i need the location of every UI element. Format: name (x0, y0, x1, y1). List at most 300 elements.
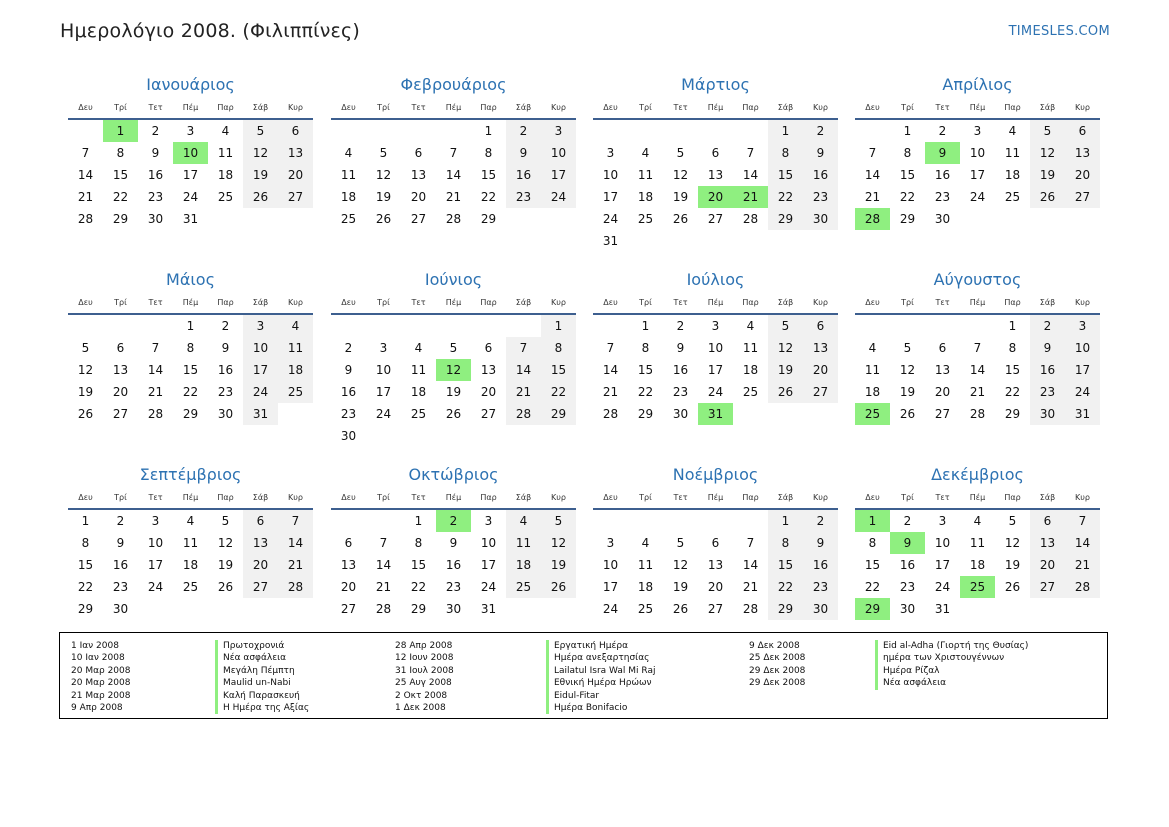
weekend-day-cell: 28 (1065, 576, 1100, 598)
day-cell: 7 (746, 536, 755, 550)
day-cell: 13 (480, 363, 497, 377)
day-cell: 17 (182, 168, 199, 182)
month-title: Ιούνιος (424, 270, 483, 289)
day-cell: 22 (77, 580, 94, 594)
weekday-header: Σάβ (506, 291, 541, 314)
day-cell: 24 (147, 580, 164, 594)
weekday-header: Σάβ (1030, 486, 1065, 509)
legend-date: 20 Μαρ 2008 (71, 678, 131, 689)
day-cell: 3 (973, 124, 982, 138)
day-cell: 2 (344, 341, 353, 355)
weekend-day-cell: 27 (803, 381, 838, 403)
month-calendar (855, 464, 1100, 620)
weekend-day-cell: 2 (1030, 314, 1065, 337)
weekday-header: Πέμ (698, 486, 733, 509)
weekend-day-cell: 6 (803, 314, 838, 337)
legend-date: 9 Απρ 2008 (71, 702, 123, 713)
day-cell: 7 (449, 146, 458, 160)
weekend-day-cell: 16 (803, 554, 838, 576)
empty-cell (663, 230, 698, 252)
empty-cell (733, 403, 768, 425)
weekday-header: Πέμ (960, 96, 995, 119)
day-cell: 23 (672, 385, 689, 399)
day-cell: 10 (480, 536, 497, 550)
holiday-day-cell: 20 (698, 186, 733, 208)
weekday-header: Σάβ (768, 291, 803, 314)
day-cell: 11 (742, 341, 759, 355)
weekday-header: Τρί (366, 486, 401, 509)
weekend-day-cell: 20 (803, 359, 838, 381)
legend-dates-column (395, 640, 454, 714)
empty-cell (593, 509, 628, 532)
day-cell: 9 (151, 146, 160, 160)
weekday-header: Δευ (68, 291, 103, 314)
day-cell: 15 (899, 168, 916, 182)
weekday-header: Πέμ (436, 96, 471, 119)
holiday-day-cell: 25 (855, 403, 890, 425)
day-cell: 18 (742, 363, 759, 377)
day-cell: 30 (147, 212, 164, 226)
day-cell: 19 (672, 580, 689, 594)
month-title: Ιανουάριος (146, 75, 235, 94)
empty-cell (506, 425, 541, 447)
empty-cell (541, 208, 576, 230)
day-cell: 17 (707, 363, 724, 377)
weekend-day-cell: 22 (768, 576, 803, 598)
empty-cell (890, 314, 925, 337)
weekend-day-cell: 29 (541, 403, 576, 425)
day-cell: 27 (934, 407, 951, 421)
day-cell: 6 (414, 146, 423, 160)
day-cell: 28 (742, 212, 759, 226)
day-cell: 15 (410, 558, 427, 572)
legend-holiday-name: Ημέρα Ρίζαλ (875, 665, 1028, 677)
day-cell: 18 (340, 190, 357, 204)
weekday-header: Παρ (471, 291, 506, 314)
day-cell: 21 (602, 385, 619, 399)
empty-cell (278, 403, 313, 425)
day-cell: 5 (1008, 514, 1017, 528)
weekend-day-cell: 27 (1065, 186, 1100, 208)
day-cell: 31 (480, 602, 497, 616)
day-cell: 19 (217, 558, 234, 572)
weekday-header: Δευ (331, 486, 366, 509)
legend-dates-column (749, 640, 805, 690)
day-cell: 9 (116, 536, 125, 550)
day-cell: 23 (934, 190, 951, 204)
weekend-day-cell: 19 (541, 554, 576, 576)
weekend-day-cell: 26 (1030, 186, 1065, 208)
day-cell: 25 (340, 212, 357, 226)
legend-date: 25 Αυγ 2008 (395, 678, 452, 689)
weekday-header: Πέμ (960, 486, 995, 509)
weekday-header: Παρ (995, 96, 1030, 119)
legend-date: 9 Δεκ 2008 (749, 641, 800, 651)
empty-cell (138, 598, 173, 620)
weekday-header: Σάβ (243, 486, 278, 509)
weekday-header: Δευ (855, 291, 890, 314)
legend-date: 20 Μαρ 2008 (71, 665, 131, 676)
day-cell: 26 (77, 407, 94, 421)
day-cell: 2 (903, 514, 912, 528)
empty-cell (541, 425, 576, 447)
day-cell: 8 (414, 536, 423, 550)
day-cell: 10 (707, 341, 724, 355)
day-cell: 4 (746, 319, 755, 333)
weekend-day-cell: 6 (1065, 119, 1100, 142)
weekday-header: Τρί (103, 291, 138, 314)
day-cell: 24 (969, 190, 986, 204)
legend-holiday-name: Eidul-Fitar (546, 690, 655, 702)
weekday-header: Δευ (68, 96, 103, 119)
day-cell: 10 (602, 558, 619, 572)
day-cell: 15 (480, 168, 497, 182)
empty-cell (68, 119, 103, 142)
weekend-day-cell: 29 (768, 598, 803, 620)
day-cell: 5 (81, 341, 90, 355)
day-cell: 13 (707, 558, 724, 572)
month-table (855, 486, 1100, 620)
page-title: Ημερολόγιο 2008. (Φιλιππίνες) (60, 20, 360, 42)
weekday-header: Παρ (208, 96, 243, 119)
empty-cell (663, 509, 698, 532)
month-table (331, 96, 576, 230)
holiday-day-cell: 29 (855, 598, 890, 620)
day-cell: 22 (864, 580, 881, 594)
day-cell: 22 (112, 190, 129, 204)
month-calendar (593, 74, 838, 252)
weekend-day-cell: 20 (243, 554, 278, 576)
day-cell: 23 (899, 580, 916, 594)
day-cell: 4 (641, 536, 650, 550)
weekend-day-cell: 6 (1030, 509, 1065, 532)
day-cell: 18 (969, 558, 986, 572)
weekday-header: Τρί (628, 291, 663, 314)
day-cell: 30 (445, 602, 462, 616)
weekend-day-cell: 12 (541, 532, 576, 554)
empty-cell (698, 230, 733, 252)
weekend-day-cell: 9 (1030, 337, 1065, 359)
day-cell: 27 (410, 212, 427, 226)
weekend-day-cell: 16 (506, 164, 541, 186)
day-cell: 8 (186, 341, 195, 355)
weekday-header: Τετ (925, 291, 960, 314)
weekend-day-cell: 16 (803, 164, 838, 186)
month-calendar (331, 269, 576, 447)
weekday-header: Κυρ (541, 291, 576, 314)
month-calendar (855, 269, 1100, 425)
day-cell: 5 (676, 146, 685, 160)
weekday-header: Κυρ (803, 96, 838, 119)
day-cell: 9 (676, 341, 685, 355)
day-cell: 28 (445, 212, 462, 226)
day-cell: 6 (344, 536, 353, 550)
day-cell: 1 (903, 124, 912, 138)
weekend-day-cell: 22 (768, 186, 803, 208)
day-cell: 2 (938, 124, 947, 138)
day-cell: 5 (449, 341, 458, 355)
day-cell: 3 (379, 341, 388, 355)
day-cell: 8 (484, 146, 493, 160)
day-cell: 10 (602, 168, 619, 182)
weekend-day-cell: 30 (803, 598, 838, 620)
empty-cell (103, 314, 138, 337)
day-cell: 23 (217, 385, 234, 399)
site-link[interactable]: TIMESLES.COM (1008, 24, 1110, 39)
month-title: Αύγουστος (933, 270, 1022, 289)
weekday-header: Δευ (593, 291, 628, 314)
legend-date: 1 Ιαν 2008 (71, 641, 119, 651)
weekend-day-cell: 25 (278, 381, 313, 403)
day-cell: 11 (637, 168, 654, 182)
weekend-day-cell: 20 (1030, 554, 1065, 576)
weekday-header: Δευ (855, 486, 890, 509)
weekend-day-cell: 24 (1065, 381, 1100, 403)
day-cell: 24 (480, 580, 497, 594)
legend-holiday-name: Νέα ασφάλεια (215, 652, 309, 664)
day-cell: 20 (934, 385, 951, 399)
weekend-day-cell: 12 (243, 142, 278, 164)
weekend-day-cell: 29 (768, 208, 803, 230)
day-cell: 12 (1004, 536, 1021, 550)
day-cell: 19 (445, 385, 462, 399)
day-cell: 9 (344, 363, 353, 377)
day-cell: 27 (480, 407, 497, 421)
legend-holiday-name: Καλή Παρασκευή (215, 690, 309, 702)
weekday-header: Τετ (663, 96, 698, 119)
empty-cell (960, 314, 995, 337)
weekend-day-cell: 18 (506, 554, 541, 576)
day-cell: 11 (637, 558, 654, 572)
day-cell: 27 (112, 407, 129, 421)
day-cell: 25 (742, 385, 759, 399)
empty-cell (366, 509, 401, 532)
day-cell: 15 (1004, 363, 1021, 377)
day-cell: 12 (375, 168, 392, 182)
day-cell: 3 (606, 146, 615, 160)
legend-holiday-name: Πρωτοχρονιά (215, 640, 309, 652)
day-cell: 28 (742, 602, 759, 616)
weekday-header: Κυρ (1065, 291, 1100, 314)
weekend-day-cell: 26 (243, 186, 278, 208)
day-cell: 3 (186, 124, 195, 138)
day-cell: 17 (934, 558, 951, 572)
day-cell: 13 (934, 363, 951, 377)
day-cell: 11 (217, 146, 234, 160)
weekend-day-cell: 5 (1030, 119, 1065, 142)
empty-cell (960, 598, 995, 620)
day-cell: 2 (116, 514, 125, 528)
legend-holiday-name: Ημέρα ανεξαρτησίας (546, 652, 655, 664)
weekend-day-cell: 11 (506, 532, 541, 554)
weekday-header: Σάβ (506, 96, 541, 119)
day-cell: 8 (81, 536, 90, 550)
day-cell: 4 (1008, 124, 1017, 138)
day-cell: 13 (410, 168, 427, 182)
day-cell: 1 (641, 319, 650, 333)
weekend-day-cell: 13 (243, 532, 278, 554)
month-calendar (593, 464, 838, 620)
day-cell: 11 (969, 536, 986, 550)
legend-names-column (546, 640, 655, 714)
day-cell: 25 (637, 212, 654, 226)
weekend-day-cell: 21 (278, 554, 313, 576)
day-cell: 12 (899, 363, 916, 377)
day-cell: 31 (602, 234, 619, 248)
weekday-header: Τρί (890, 96, 925, 119)
empty-cell (366, 425, 401, 447)
day-cell: 6 (484, 341, 493, 355)
day-cell: 20 (410, 190, 427, 204)
day-cell: 29 (112, 212, 129, 226)
month-title: Ιούλιος (686, 270, 745, 289)
weekday-header: Παρ (995, 291, 1030, 314)
day-cell: 19 (1004, 558, 1021, 572)
day-cell: 25 (1004, 190, 1021, 204)
empty-cell (331, 119, 366, 142)
holiday-day-cell: 12 (436, 359, 471, 381)
empty-cell (208, 598, 243, 620)
day-cell: 4 (973, 514, 982, 528)
month-table (331, 486, 576, 620)
weekend-day-cell: 15 (768, 164, 803, 186)
empty-cell (173, 598, 208, 620)
weekday-header: Τετ (663, 291, 698, 314)
day-cell: 16 (147, 168, 164, 182)
month-title: Απρίλιος (942, 75, 1013, 94)
weekend-day-cell: 10 (541, 142, 576, 164)
weekend-day-cell: 2 (803, 509, 838, 532)
empty-cell (471, 425, 506, 447)
month-calendar (855, 74, 1100, 230)
empty-cell (1065, 598, 1100, 620)
legend-holiday-name: Lailatul Isra Wal Mi Raj (546, 665, 655, 677)
day-cell: 29 (182, 407, 199, 421)
day-cell: 12 (77, 363, 94, 377)
weekday-header: Πέμ (436, 291, 471, 314)
weekend-day-cell: 27 (278, 186, 313, 208)
legend-names-column (875, 640, 1028, 690)
day-cell: 14 (147, 363, 164, 377)
month-calendar (68, 464, 313, 620)
month-table (68, 96, 313, 230)
day-cell: 8 (1008, 341, 1017, 355)
holiday-day-cell: 31 (698, 403, 733, 425)
empty-cell (331, 314, 366, 337)
day-cell: 15 (77, 558, 94, 572)
day-cell: 12 (672, 168, 689, 182)
weekday-header: Κυρ (278, 96, 313, 119)
weekend-day-cell: 19 (768, 359, 803, 381)
weekend-day-cell: 1 (768, 119, 803, 142)
day-cell: 26 (899, 407, 916, 421)
weekend-day-cell: 13 (1065, 142, 1100, 164)
day-cell: 13 (112, 363, 129, 377)
weekday-header: Πέμ (698, 291, 733, 314)
day-cell: 12 (217, 536, 234, 550)
day-cell: 11 (864, 363, 881, 377)
weekend-day-cell: 14 (278, 532, 313, 554)
legend-holiday-name: Η Ημέρα της Αξίας (215, 702, 309, 714)
day-cell: 7 (81, 146, 90, 160)
holiday-day-cell: 10 (173, 142, 208, 164)
day-cell: 5 (379, 146, 388, 160)
day-cell: 29 (899, 212, 916, 226)
weekend-day-cell: 1 (768, 509, 803, 532)
weekend-day-cell: 28 (506, 403, 541, 425)
day-cell: 14 (445, 168, 462, 182)
day-cell: 27 (707, 212, 724, 226)
day-cell: 11 (182, 536, 199, 550)
month-calendar (331, 464, 576, 620)
weekday-header: Τετ (925, 486, 960, 509)
weekday-header: Κυρ (1065, 96, 1100, 119)
day-cell: 1 (81, 514, 90, 528)
day-cell: 3 (606, 536, 615, 550)
weekday-header: Σάβ (243, 291, 278, 314)
weekday-header: Τετ (138, 486, 173, 509)
day-cell: 22 (480, 190, 497, 204)
day-cell: 20 (112, 385, 129, 399)
day-cell: 30 (672, 407, 689, 421)
weekday-header: Σάβ (1030, 291, 1065, 314)
day-cell: 21 (147, 385, 164, 399)
empty-cell (138, 314, 173, 337)
day-cell: 22 (637, 385, 654, 399)
empty-cell (855, 314, 890, 337)
empty-cell (366, 119, 401, 142)
weekend-day-cell: 17 (1065, 359, 1100, 381)
day-cell: 21 (969, 385, 986, 399)
day-cell: 4 (868, 341, 877, 355)
weekday-header: Κυρ (803, 291, 838, 314)
holiday-day-cell: 2 (436, 509, 471, 532)
empty-cell (995, 208, 1030, 230)
month-title: Νοέμβριος (672, 465, 759, 484)
legend-dates-column (71, 640, 131, 714)
day-cell: 7 (868, 146, 877, 160)
weekend-day-cell: 25 (506, 576, 541, 598)
day-cell: 18 (410, 385, 427, 399)
day-cell: 28 (969, 407, 986, 421)
empty-cell (698, 119, 733, 142)
weekday-header: Σάβ (768, 96, 803, 119)
weekend-day-cell: 14 (1065, 532, 1100, 554)
empty-cell (68, 314, 103, 337)
day-cell: 24 (602, 212, 619, 226)
weekend-day-cell: 7 (1065, 509, 1100, 532)
day-cell: 22 (1004, 385, 1021, 399)
weekend-day-cell: 26 (541, 576, 576, 598)
day-cell: 28 (77, 212, 94, 226)
legend-names-column (215, 640, 309, 714)
day-cell: 14 (77, 168, 94, 182)
day-cell: 16 (112, 558, 129, 572)
weekend-day-cell: 10 (243, 337, 278, 359)
weekday-header: Δευ (331, 96, 366, 119)
weekend-day-cell: 28 (278, 576, 313, 598)
weekday-header: Τετ (401, 291, 436, 314)
day-cell: 1 (1008, 319, 1017, 333)
day-cell: 6 (116, 341, 125, 355)
day-cell: 30 (899, 602, 916, 616)
empty-cell (208, 208, 243, 230)
weekend-day-cell: 20 (1065, 164, 1100, 186)
weekday-header: Κυρ (541, 96, 576, 119)
day-cell: 8 (868, 536, 877, 550)
weekend-day-cell: 3 (1065, 314, 1100, 337)
weekend-day-cell: 9 (506, 142, 541, 164)
